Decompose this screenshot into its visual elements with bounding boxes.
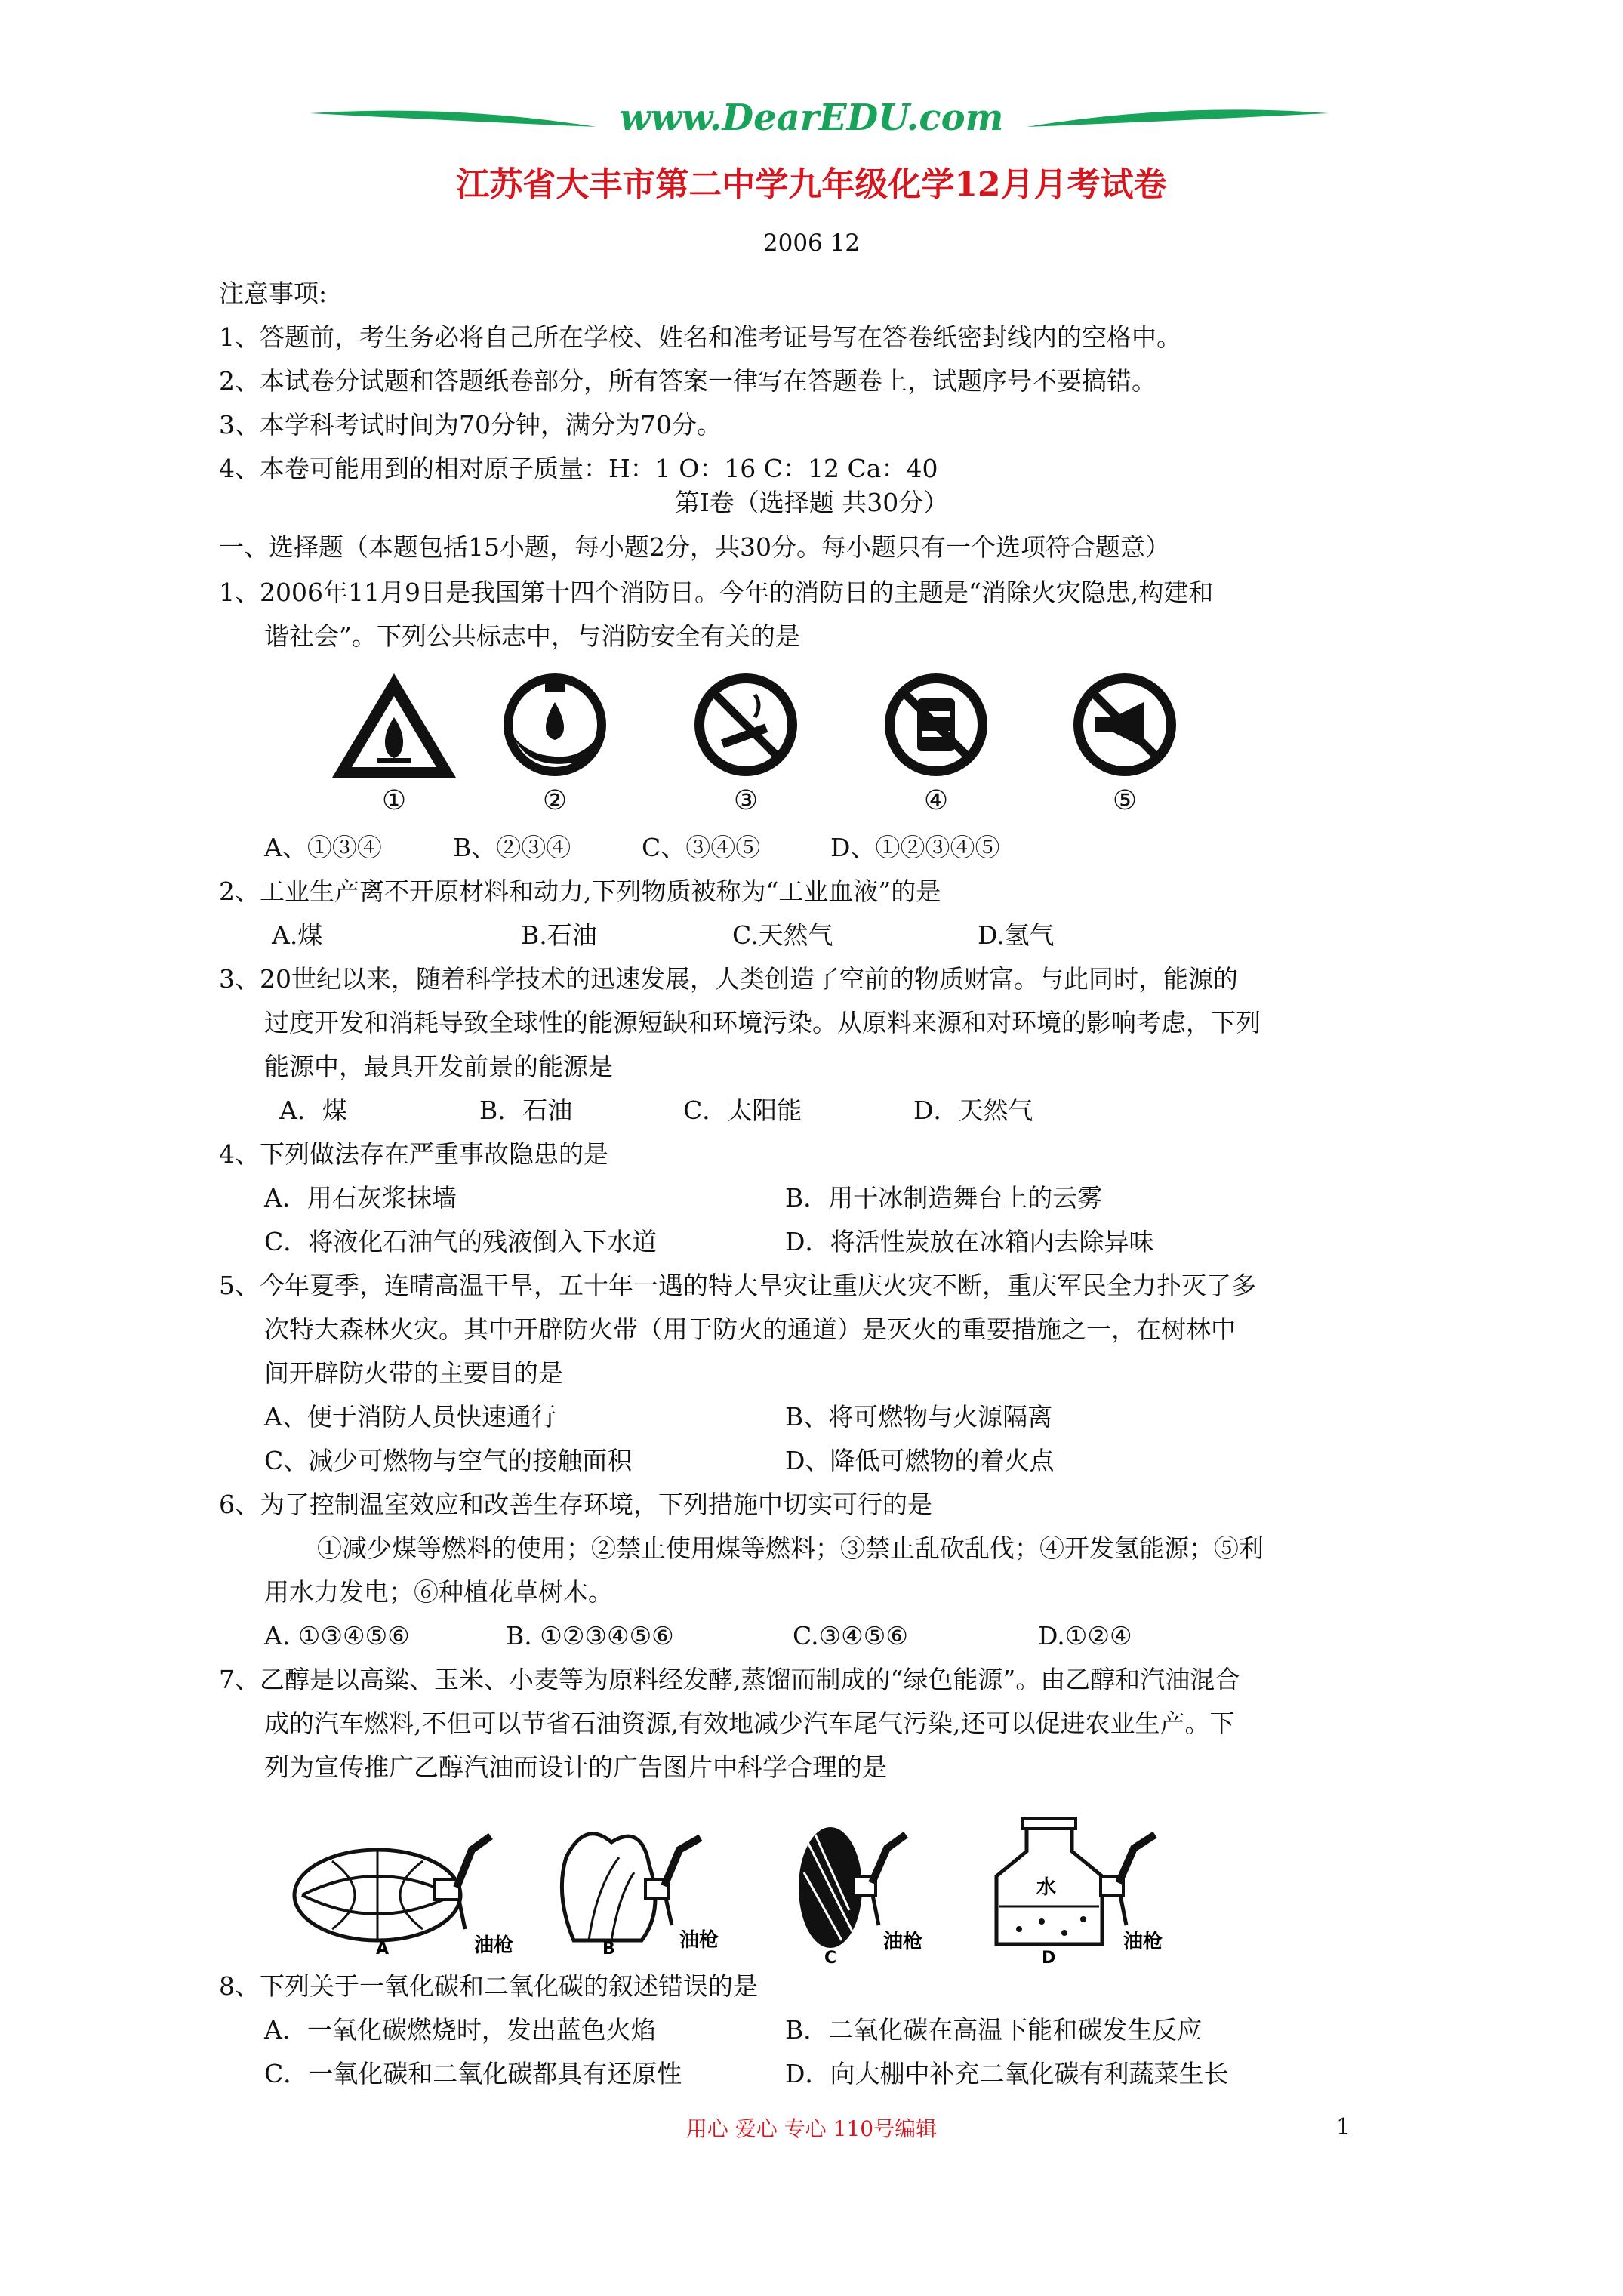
note-item: 2、本试卷分试题和答题纸卷部分，所有答案一律写在答题卷上，试题序号不要搞错。: [219, 366, 1156, 396]
exam-date: 2006 12: [762, 230, 861, 257]
page-number: 1: [1336, 2114, 1351, 2140]
note-item: 1、答题前，考生务必将自己所在学校、姓名和准考证号写在答卷纸密封线内的空格中。: [219, 322, 1181, 352]
no-horn-icon: [1073, 673, 1176, 776]
water-bottle-pump-icon: [996, 1818, 1155, 1944]
q1-option-a: A、①③④: [264, 833, 382, 862]
q6-option-d: D.①②④: [1038, 1621, 1132, 1650]
sign-label: ③: [733, 785, 759, 816]
q5-option-a: A、便于消防人员快速通行: [264, 1402, 556, 1432]
q6-option-a: A. ①③④⑤⑥: [264, 1621, 410, 1650]
q2-option-a: A.煤: [272, 920, 323, 950]
page-footer: 用心 爱心 专心 110号编辑: [685, 2116, 938, 2141]
q4-option-d: D．将活性炭放在冰箱内去除异味: [785, 1227, 1154, 1256]
pic-letter-c: C: [824, 1949, 837, 1968]
q6-option-c: C.③④⑤⑥: [793, 1621, 908, 1650]
q6-option-b: B. ①②③④⑤⑥: [506, 1621, 674, 1650]
pic-letter-d: D: [1042, 1949, 1056, 1968]
pic-letter-a: A: [376, 1940, 390, 1959]
sign-label: ①: [381, 785, 407, 816]
section-instruction: 一、选择题（本题包括15小题，每小题2分，共30分。每小题只有一个选项符合题意）: [219, 532, 1170, 562]
pic-caption: 油枪: [883, 1931, 923, 1953]
q1-stem: 谐社会”。下列公共标志中，与消防安全有关的是: [264, 621, 800, 651]
pic-caption: 油枪: [474, 1934, 514, 1957]
notes-heading: 注意事项:: [219, 279, 328, 308]
q8-stem: 8、下列关于一氧化碳和二氧化碳的叙述错误的是: [219, 1971, 758, 2001]
fire-safety-signs: [302, 664, 1208, 793]
q3-stem: 过度开发和消耗导致全球性的能源短缺和环境污染。从原料来源和对环境的影响考虑，下列: [264, 1008, 1261, 1037]
q2-stem: 2、工业生产离不开原材料和动力,下列物质被称为“工业血液”的是: [219, 877, 941, 906]
pic-letter-b: B: [602, 1940, 615, 1959]
q5-stem: 次特大森林火灾。其中开辟防火带（用于防火的通道）是灭火的重要措施之一，在树林中: [264, 1314, 1236, 1344]
pic-caption: 油枪: [679, 1929, 719, 1952]
q4-option-c: C．将液化石油气的残液倒入下水道: [264, 1227, 658, 1256]
note-item: 3、本学科考试时间为70分钟，满分为70分。: [219, 410, 722, 439]
exam-title: 江苏省大丰市第二中学九年级化学12月月考试卷: [456, 165, 1167, 204]
q6-stem: 用水力发电；⑥种植花草树木。: [264, 1577, 613, 1607]
q4-stem: 4、下列做法存在严重事故隐患的是: [219, 1139, 608, 1169]
q1-stem: 1、2006年11月9日是我国第十四个消防日。今年的消防日的主题是“消除火灾隐患,构建和: [219, 578, 1214, 607]
sign-label: ②: [542, 785, 568, 816]
site-url[interactable]: www.DearEDU.com: [619, 97, 1004, 139]
sign-label: ⑤: [1112, 785, 1138, 816]
q1-option-d: D、①②③④⑤: [830, 833, 1000, 862]
q8-option-b: B．二氧化碳在高温下能和碳发生反应: [785, 2015, 1203, 2045]
q8-option-d: D．向大棚中补充二氧化碳有利蔬菜生长: [785, 2059, 1229, 2088]
no-smoking-icon: [694, 673, 797, 776]
q3-option-c: C．太阳能: [683, 1096, 802, 1125]
q6-stem: ①减少煤等燃料的使用；②禁止使用煤等燃料；③禁止乱砍乱伐；④开发氢能源；⑤利: [317, 1533, 1264, 1563]
sign-label: ④: [923, 785, 949, 816]
q4-option-a: A．用石灰浆抹墙: [264, 1183, 457, 1213]
q1-option-c: C、③④⑤: [642, 833, 761, 862]
ethanol-ad-pictures: [287, 1804, 1268, 1968]
q3-option-a: A．煤: [279, 1096, 347, 1125]
no-fuel-drum-icon: [885, 673, 987, 776]
q3-option-b: B．石油: [479, 1096, 573, 1125]
q1-option-b: B、②③④: [453, 833, 571, 862]
watermelon-pump-icon: [294, 1836, 491, 1940]
water-drop-icon: [504, 673, 606, 776]
q5-stem: 5、今年夏季，连晴高温干旱，五十年一遇的特大旱灾让重庆火灾不断，重庆军民全力扑灭了多: [219, 1271, 1256, 1300]
water-label: 水: [1036, 1876, 1057, 1899]
section-title: 第Ⅰ卷（选择题 共30分）: [674, 488, 949, 517]
q2-option-c: C.天然气: [732, 920, 833, 950]
q6-stem: 6、为了控制温室效应和改善生存环境，下列措施中切实可行的是: [219, 1490, 932, 1519]
q7-stem: 列为宣传推广乙醇汽油而设计的广告图片中科学合理的是: [264, 1752, 887, 1782]
q5-option-c: C、减少可燃物与空气的接触面积: [264, 1446, 633, 1475]
note-item: 4、本卷可能用到的相对原子质量：H：1 O：16 C：12 Ca：40: [219, 454, 938, 483]
q4-option-b: B．用干冰制造舞台上的云雾: [785, 1183, 1103, 1213]
q3-option-d: D．天然气: [913, 1096, 1033, 1125]
q8-option-c: C．一氧化碳和二氧化碳都具有还原性: [264, 2059, 682, 2088]
q2-option-b: B.石油: [521, 920, 597, 950]
q5-option-b: B、将可燃物与火源隔离: [785, 1402, 1053, 1432]
q3-stem: 能源中，最具开发前景的能源是: [264, 1052, 613, 1081]
q5-stem: 间开辟防火带的主要目的是: [264, 1358, 563, 1388]
q7-stem: 成的汽车燃料,不但可以节省石油资源,有效地减少汽车尾气污染,还可以促进农业生产。下: [264, 1709, 1235, 1738]
q2-option-d: D.氢气: [978, 920, 1055, 950]
pic-caption: 油枪: [1123, 1931, 1163, 1953]
q5-option-d: D、降低可燃物的着火点: [785, 1446, 1055, 1475]
q7-stem: 7、乙醇是以高粱、玉米、小麦等为原料经发酵,蒸馏而制成的“绿色能源”。由乙醇和汽油混合: [219, 1665, 1240, 1694]
cabbage-pump-icon: [562, 1834, 701, 1940]
corn-pump-icon: [799, 1827, 906, 1948]
q8-option-a: A．一氧化碳燃烧时，发出蓝色火焰: [264, 2015, 656, 2045]
flammable-warning-icon: [332, 673, 456, 778]
q3-stem: 3、20世纪以来，随着科学技术的迅速发展，人类创造了空前的物质财富。与此同时，能源的: [219, 964, 1238, 994]
